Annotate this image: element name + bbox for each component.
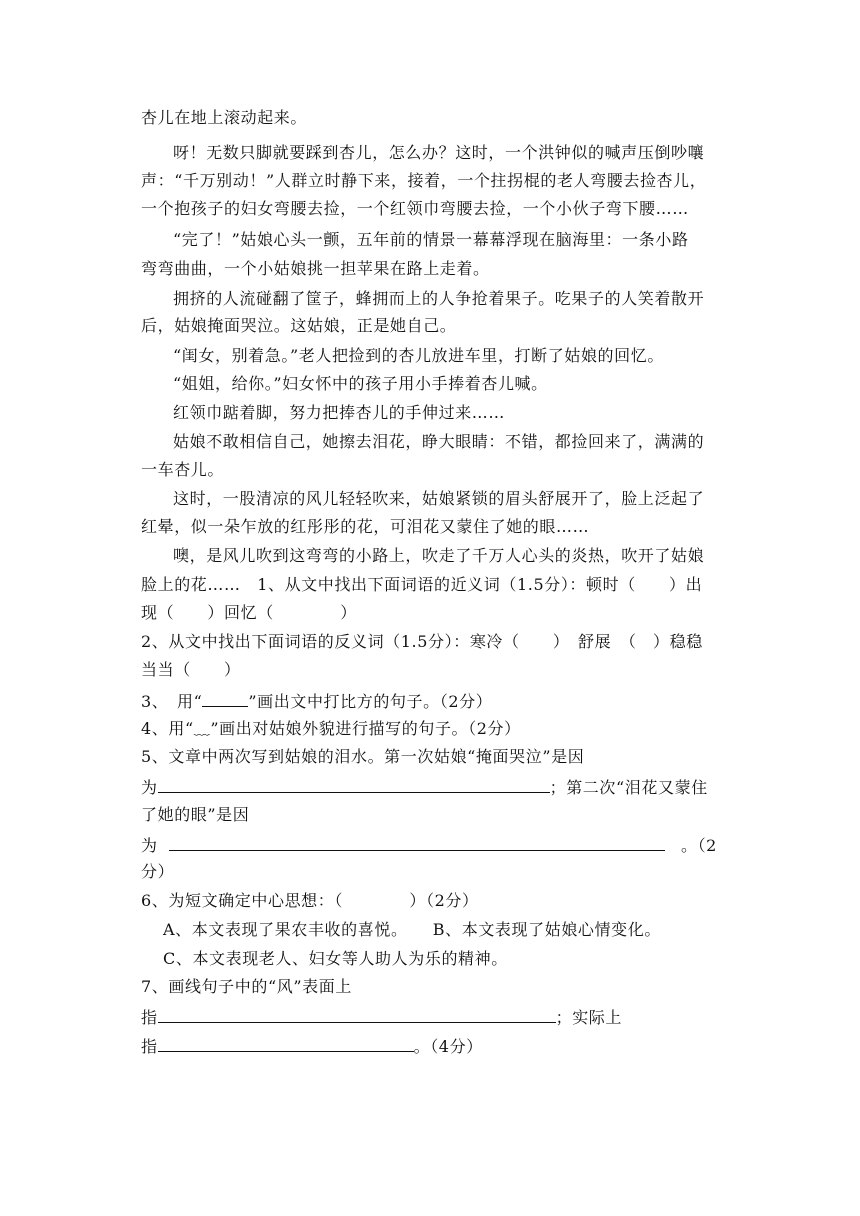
question-5-line: 5、文章中两次写到姑娘的泪水。第一次姑娘“掩面哭泣”是因 bbox=[141, 747, 585, 766]
question-5-line: 为 。（2 bbox=[141, 836, 717, 855]
passage-line: 红晕，似一朵乍放的红彤彤的花，可泪花又蒙住了她的眼…… bbox=[141, 517, 590, 536]
option-c: C、本文表现老人、妇女等人助人为乐的精神。 bbox=[163, 949, 508, 968]
question-1-line: 现（ ）回忆（ ） bbox=[141, 603, 357, 622]
option-a-b: A、本文表现了果农丰收的喜悦。 B、本文表现了姑娘心情变化。 bbox=[163, 920, 661, 939]
question-2-line: 2、从文中找出下面词语的反义词（1.5分）：寒冷（ ） 舒展 （ ）稳稳 bbox=[141, 632, 703, 651]
passage-line: “姐姐，给你。”妇女怀中的孩子用小手捧着杏儿喊。 bbox=[173, 374, 548, 393]
answer-blank[interactable] bbox=[158, 1006, 556, 1023]
passage-line: 弯弯曲曲，一个小姑娘挑一担苹果在路上走着。 bbox=[141, 259, 490, 278]
passage-line: 噢，是风儿吹到这弯弯的小路上，吹走了千万人心头的炎热，吹开了姑娘 bbox=[173, 546, 705, 565]
passage-line: 呀！无数只脚就要踩到杏儿，怎么办？这时，一个洪钟似的喊声压倒吵嚷 bbox=[173, 143, 705, 162]
answer-blank[interactable] bbox=[169, 834, 665, 851]
passage-line: “完了！”姑娘心头一颤，五年前的情景一幕幕浮现在脑海里：一条小路 bbox=[173, 230, 689, 249]
passage-line: 姑娘不敢相信自己，她擦去泪花，睁大眼睛：不错，都捡回来了，满满的 bbox=[173, 432, 705, 451]
question-1-line: 脸上的花…… 1、从文中找出下面词语的近义词（1.5分）：顿时（ ）出 bbox=[141, 575, 703, 594]
passage-line: 这时，一股清凉的风儿轻轻吹来，姑娘紧锁的眉头舒展开了，脸上泛起了 bbox=[173, 489, 705, 508]
question-4-line: 4、用“﹏”画出对姑娘外貌进行描写的句子。（2分） bbox=[141, 719, 521, 738]
passage-line: 声：“千万别动！”人群立时静下来，接着，一个拄拐棍的老人弯腰去捡杏儿， bbox=[141, 171, 707, 190]
wavy-line-mark: ﹏ bbox=[193, 719, 211, 738]
question-5-line: 为 ；第二次“泪花又蒙住 bbox=[141, 778, 708, 797]
passage-line: 后，姑娘掩面哭泣。这姑娘，正是她自己。 bbox=[141, 316, 457, 335]
question-5-line: 了她的眼”是因 bbox=[141, 805, 250, 824]
question-7-line: 指 。（4分） bbox=[141, 1037, 483, 1056]
underline-sample bbox=[202, 690, 248, 707]
passage-line: 一车杏儿。 bbox=[141, 460, 225, 479]
answer-blank[interactable] bbox=[158, 776, 550, 793]
question-7-line: 指 ；实际上 bbox=[141, 1008, 623, 1027]
passage-line: 红领巾踮着脚，努力把捧杏儿的手伸过来…… bbox=[173, 403, 506, 422]
question-7-line: 7、画线句子中的“风”表面上 bbox=[141, 977, 352, 996]
question-6-line: 6、为短文确定中心思想：（ ）（2分） bbox=[141, 891, 479, 910]
passage-line: 拥挤的人流碰翻了筐子，蜂拥而上的人争抢着果子。吃果子的人笑着散开 bbox=[173, 289, 705, 308]
passage-line: 一个抱孩子的妇女弯腰去捡，一个红领巾弯腰去捡，一个小伙子弯下腰…… bbox=[141, 199, 689, 218]
answer-blank[interactable] bbox=[158, 1035, 414, 1052]
passage-line: 杏儿在地上滚动起来。 bbox=[141, 108, 308, 127]
passage-line: “闺女，别着急。”老人把捡到的杏儿放进车里，打断了姑娘的回忆。 bbox=[173, 346, 664, 365]
question-3-line: 3、 用“ ”画出文中打比方的句子。（2分） bbox=[141, 692, 493, 711]
question-5-line: 分） bbox=[141, 862, 175, 881]
question-2-line: 当当（ ） bbox=[141, 660, 241, 679]
